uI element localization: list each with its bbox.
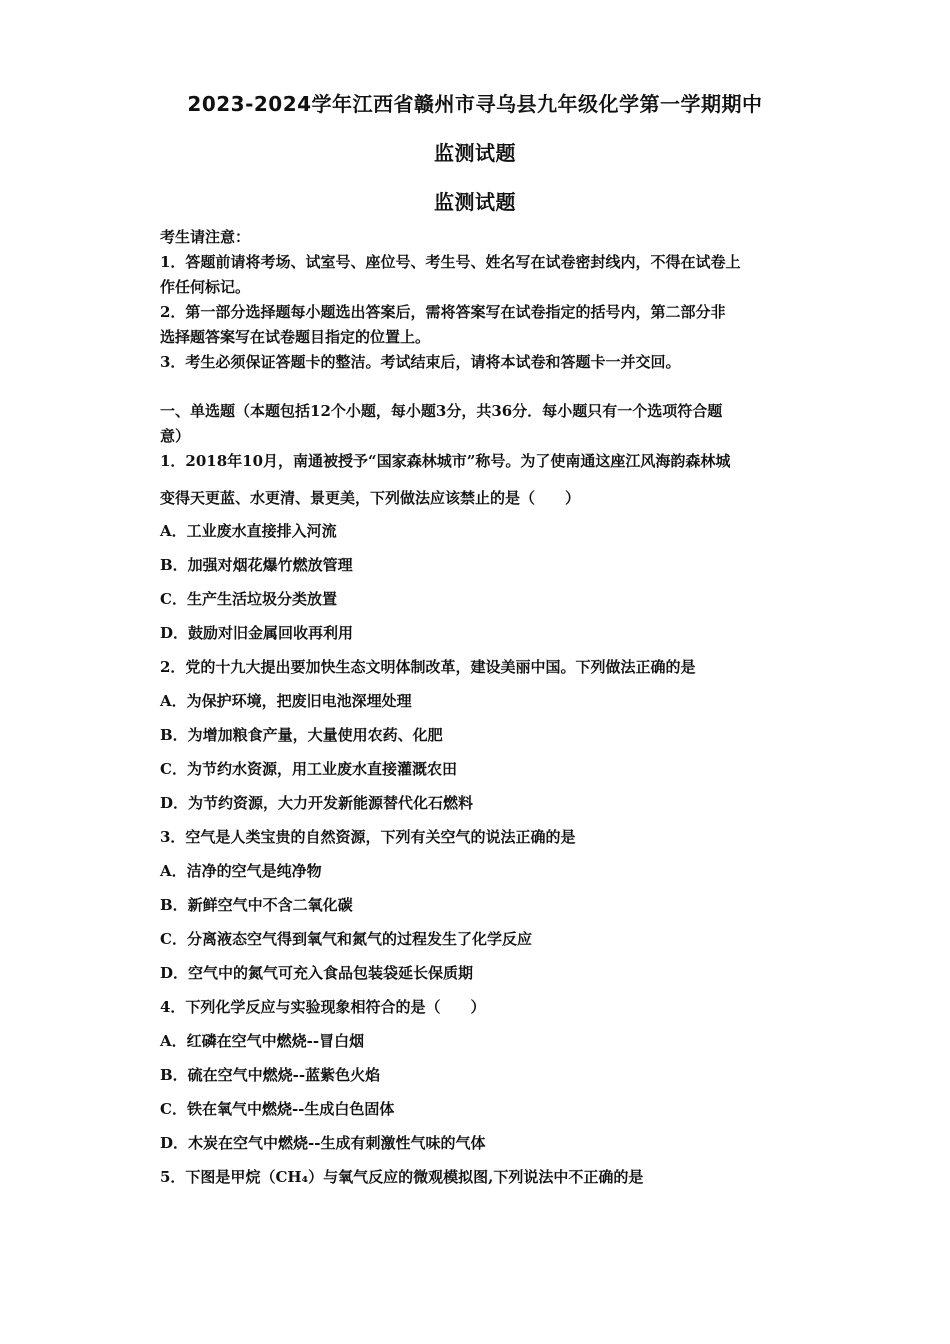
- question-2-option-a: A．为保护环境，把废旧电池深埋处理: [160, 692, 412, 710]
- question-3-option-c: C．分离液态空气得到氧气和氮气的过程发生了化学反应: [160, 930, 532, 948]
- question-1-option-b: B．加强对烟花爆竹燃放管理: [160, 556, 353, 574]
- question-4-option-a: A．红磷在空气中燃烧--冒白烟: [160, 1032, 365, 1050]
- section-heading-line2: 意）: [160, 427, 191, 445]
- notice-item-3: 3．考生必须保证答题卡的整洁。考试结束后，请将本试卷和答题卡一并交回。: [160, 353, 681, 371]
- question-3-option-d: D．空气中的氮气可充入食品包装袋延长保质期: [160, 964, 474, 982]
- question-3-stem: 3．空气是人类宝贵的自然资源，下列有关空气的说法正确的是: [160, 828, 576, 846]
- question-5-stem: 5．下图是甲烷（CH₄）与氧气反应的微观模拟图,下列说法中不正确的是: [160, 1168, 644, 1186]
- question-1-stem-line2: 变得天更蓝、水更清、景更美，下列做法应该禁止的是（ ）: [160, 489, 581, 507]
- question-1-option-a: A．工业废水直接排入河流: [160, 522, 337, 540]
- question-2-option-c: C．为节约水资源，用工业废水直接灌溉农田: [160, 760, 457, 778]
- exam-title-line1: 2023-2024学年江西省赣州市寻乌县九年级化学第一学期期中: [187, 92, 763, 116]
- question-3-option-b: B．新鲜空气中不含二氧化碳: [160, 896, 353, 914]
- exam-title-line2: 监测试题: [434, 141, 516, 165]
- question-3-option-a: A．洁净的空气是纯净物: [160, 862, 322, 880]
- question-1-stem-line1: 1．2018年10月，南通被授予“国家森林城市”称号。为了使南通这座江风海韵森林城: [160, 452, 731, 470]
- exam-title-line3: 监测试题: [434, 190, 516, 214]
- question-2-option-d: D．为节约资源，大力开发新能源替代化石燃料: [160, 794, 474, 812]
- question-2-stem: 2．党的十九大提出要加快生态文明体制改革，建设美丽中国。下列做法正确的是: [160, 658, 696, 676]
- notice-heading: 考生请注意：: [160, 228, 251, 246]
- notice-item-1-line1: 1．答题前请将考场、试室号、座位号、考生号、姓名写在试卷密封线内，不得在试卷上: [160, 253, 741, 271]
- section-heading-line1: 一、单选题（本题包括12个小题，每小题3分，共36分．每小题只有一个选项符合题: [160, 402, 723, 420]
- question-1-option-d: D．鼓励对旧金属回收再利用: [160, 624, 354, 642]
- notice-item-1-line2: 作任何标记。: [160, 278, 251, 296]
- question-4-option-c: C．铁在氧气中燃烧--生成白色固体: [160, 1100, 395, 1118]
- question-4-stem: 4．下列化学反应与实验现象相符合的是（ ）: [160, 998, 486, 1016]
- question-4-option-d: D．木炭在空气中燃烧--生成有刺激性气味的气体: [160, 1134, 486, 1152]
- notice-item-2-line1: 2．第一部分选择题每小题选出答案后，需将答案写在试卷指定的括号内，第二部分非: [160, 303, 726, 321]
- notice-item-2-line2: 选择题答案写在试卷题目指定的位置上。: [160, 328, 431, 346]
- question-4-option-b: B．硫在空气中燃烧--蓝紫色火焰: [160, 1066, 381, 1084]
- question-2-option-b: B．为增加粮食产量，大量使用农药、化肥: [160, 726, 443, 744]
- question-1-option-c: C．生产生活垃圾分类放置: [160, 590, 337, 608]
